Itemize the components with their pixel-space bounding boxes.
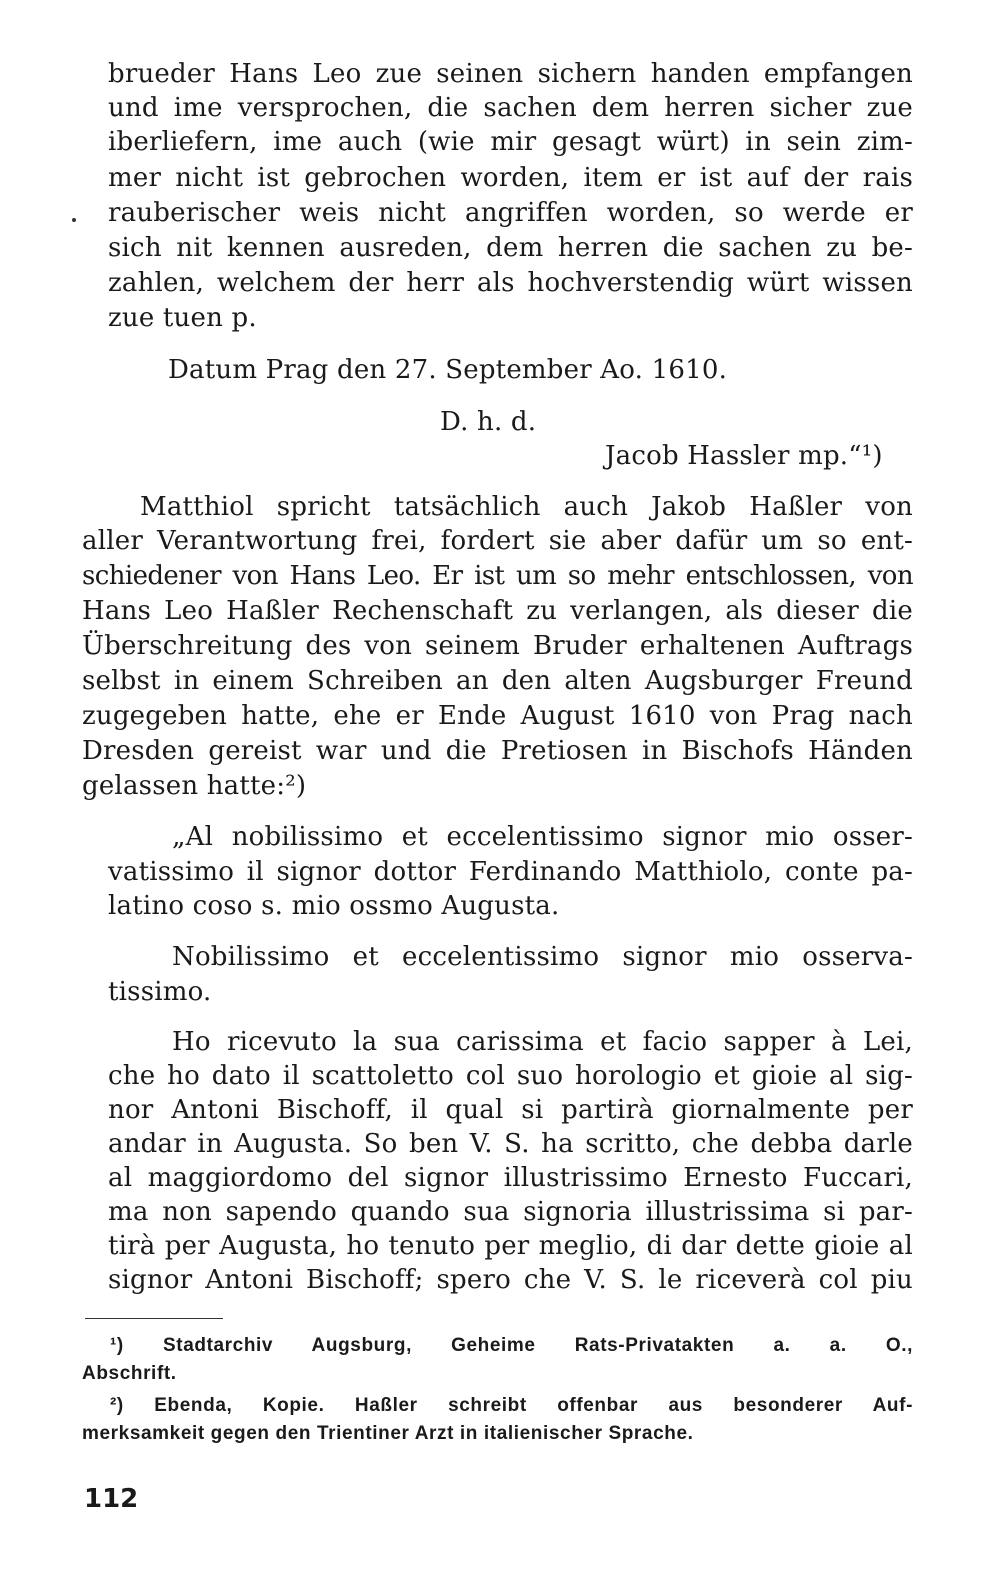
text-line: Hans Leo Haßler Rechenschaft zu verlangen, als dieser die (82, 596, 913, 626)
text-line: che ho dato il scattoletto col suo horologio et gioie al sig- (108, 1061, 913, 1091)
footnote-line: Abschrift. (82, 1363, 177, 1384)
text-line: sich nit kennen ausreden, dem herren die sachen zu be- (108, 233, 913, 263)
text-line: vatissimo il signor dottor Ferdinando Matthiolo, conte pa- (108, 857, 913, 887)
text-line: rauberischer weis nicht angriffen worden, so werde er (108, 198, 913, 228)
footnote-line: ¹) Stadtarchiv Augsburg, Geheime Rats-Privatakten a. a. O., (110, 1335, 913, 1356)
text-line: latino coso s. mio ossmo Augusta. (108, 891, 560, 921)
text-line: Ho ricevuto la sua carissima et facio sapper à Lei, (172, 1027, 913, 1057)
letter-closing: D. h. d. (440, 407, 537, 437)
text-line: Dresden gereist war und die Pretiosen in Bischofs Händen (82, 736, 913, 766)
text-line: aller Verantwortung frei, fordert sie aber dafür um so ent- (82, 526, 913, 556)
text-line: al maggiordomo del signor illustrissimo Ernesto Fuccari, (108, 1163, 913, 1193)
text-line: gelassen hatte:²) (82, 771, 307, 801)
text-line: zugegeben hatte, ehe er Ende August 1610 von Prag nach (82, 701, 913, 731)
text-line: tissimo. (108, 977, 212, 1007)
text-line: Nobilissimo et eccelentissimo signor mio osserva- (172, 942, 913, 972)
text-line: tirà per Augusta, ho tenuto per meglio, di dar dette gioie al (108, 1231, 913, 1261)
text-line: zahlen, welchem der herr als hochverstendig würt wissen (108, 268, 913, 298)
text-line: signor Antoni Bischoff; spero che V. S. le riceverà col piu (108, 1265, 913, 1295)
text-line: selbst in einem Schreiben an den alten Augsburger Freund (82, 666, 913, 696)
letter-date: Datum Prag den 27. September Ao. 1610. (168, 355, 728, 385)
text-line: nor Antoni Bischoff, il qual si partirà giornalmente per (108, 1095, 913, 1125)
margin-speck (72, 218, 76, 222)
text-line: „Al nobilissimo et eccelentissimo signor mio osser- (172, 822, 913, 852)
text-line: ma non sapendo quando sua signoria illustrissima si par- (108, 1197, 913, 1227)
text-line: iberliefern, ime auch (wie mir gesagt würt) in sein zim- (108, 127, 913, 157)
text-line: und ime versprochen, die sachen dem herren sicher zue (108, 93, 913, 123)
text-line: brueder Hans Leo zue seinen sichern handen empfangen (108, 59, 913, 89)
text-line: Matthiol spricht tatsächlich auch Jakob Haßler von (140, 492, 913, 522)
footnote-line: ²) Ebenda, Kopie. Haßler schreibt offenbar aus besonderer Auf- (110, 1395, 913, 1416)
text-line: schiedener von Hans Leo. Er ist um so mehr entschlossen, von (82, 561, 913, 591)
text-line: Überschreitung des von seinem Bruder erhaltenen Auftrags (82, 631, 913, 661)
footnote-divider (85, 1318, 223, 1319)
page-number: 112 (84, 1484, 139, 1514)
text-line: zue tuen p. (108, 303, 257, 333)
text-line: mer nicht ist gebrochen worden, item er ist auf der rais (108, 163, 913, 193)
letter-signature: Jacob Hassler mp.“¹) (605, 441, 883, 471)
text-line: andar in Augusta. So ben V. S. ha scritto, che debba darle (108, 1129, 913, 1159)
footnote-line: merksamkeit gegen den Trientiner Arzt in italienischer Sprache. (82, 1423, 694, 1444)
